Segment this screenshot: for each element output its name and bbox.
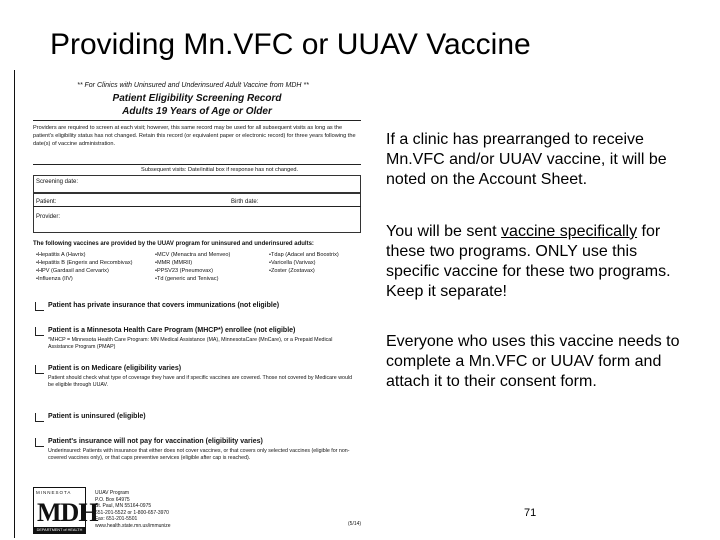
form-title: Patient Eligibility Screening Record xyxy=(112,93,282,104)
vaccine-item: • HPV (Gardasil and Cervarix) xyxy=(36,268,109,274)
screening-date-label: Screening date: xyxy=(36,179,79,185)
address-line: 651-201-5522 or 1-800-657-3970 xyxy=(95,509,169,516)
mdh-logo xyxy=(33,487,98,534)
page-number: 71 xyxy=(524,507,537,519)
vaccine-item: • Hepatitis A (Havrix) xyxy=(36,252,86,258)
vaccine-item: • Varicella (Varivax) xyxy=(269,260,316,266)
address-line: UUAV Program xyxy=(95,490,130,496)
checkbox-label: Patient is uninsured (eligible) xyxy=(48,413,146,420)
checkbox-label: Patient is a Minnesota Health Care Program (MHCP*) enrollee (not eligible) xyxy=(48,327,296,334)
checkbox xyxy=(35,413,44,422)
patient-info-box xyxy=(33,193,361,233)
checkbox-label: Patient's insurance will not pay for vaccination (eligibility varies) xyxy=(48,438,263,445)
provider-label: Provider: xyxy=(36,214,61,220)
provided-vaccines-intro: The following vaccines are provided by the UUAV program for uninsured and underinsured adults: xyxy=(33,241,314,247)
vaccine-item: • PPSV23 (Pneumovax) xyxy=(155,268,213,274)
address-line: www.health.state.mn.us/immunize xyxy=(95,522,171,529)
checkbox-label: Patient is on Medicare (eligibility varies) xyxy=(48,365,182,372)
patient-label: Patient: xyxy=(36,199,57,205)
checkbox xyxy=(35,438,44,447)
checkbox-description: Patient should check what type of coverage they have and if specific vaccines are covered. Those not covered by Medicare would be eligible through UUAV. xyxy=(48,375,353,388)
vaccine-item: • Influenza (IIV) xyxy=(36,276,73,282)
eligibility-form-image xyxy=(33,80,361,536)
checkbox-description: *MHCP = Minnesota Health Care Program: MN Medical Assistance (MA), MinnesotaCare (MnCare), or a Prepaid Medical Assistance Program (PMAP) xyxy=(48,337,333,350)
form-subsequent-visits: Subsequent visits: Date/initial box if response has not changed. xyxy=(141,167,299,173)
address-line: P.O. Box 64975 xyxy=(95,496,130,503)
form-revision-code: (5/14) xyxy=(348,521,362,527)
logo-department-text: DEPARTMENT of HEALTH xyxy=(34,527,85,533)
vaccine-item: • Hepatitis B (Engerix and Recombivax) xyxy=(36,260,132,266)
address-line: Fax: 651-201-5501 xyxy=(95,516,138,522)
form-divider xyxy=(33,206,361,207)
left-border-line xyxy=(14,70,15,538)
form-clinic-note: ** For Clinics with Uninsured and Underinsured Adult Vaccine from MDH ** xyxy=(77,82,309,89)
checkbox-description: Underinsured: Patients with insurance that either does not cover vaccines, or that covers only selected vaccines (eligible for non-covered vaccines only), or that caps preventive services (eligible after cap is reached). xyxy=(48,448,350,461)
paragraph-text: for these two programs. ONLY use this specific vaccine for these two programs. Keep it separate! xyxy=(386,223,671,300)
vaccine-item: • Td (generic and Tenivac) xyxy=(155,276,218,282)
vaccine-item: • MMR (MMRII) xyxy=(155,260,192,266)
slide-title: Providing Mn.VFC or UUAV Vaccine xyxy=(50,28,531,61)
form-divider xyxy=(33,120,361,121)
checkbox xyxy=(35,302,44,311)
vaccine-item: • Zoster (Zostavax) xyxy=(269,268,315,274)
paragraph-consent-form: Everyone who uses this vaccine needs to complete a Mn.VFC or UUAV form and attach it to their consent form. xyxy=(386,333,680,390)
checkbox xyxy=(35,327,44,336)
screening-date-box xyxy=(33,175,361,193)
program-address xyxy=(95,490,171,529)
paragraph-text: You will be sent xyxy=(386,223,502,240)
vaccine-item: • Tdap (Adacel and Boostrix) xyxy=(269,252,339,258)
checkbox-label: Patient has private insurance that covers immunizations (not eligible) xyxy=(48,302,280,309)
address-line: St. Paul, MN 55164-0975 xyxy=(95,503,152,509)
form-instructions: Providers are required to screen at each visit; however, this same record may be used for all subsequent visits as long as the patient's eligibility status has not changed. Retain this record (or equivalent paper or electronic record) for three years following the date(s) of vaccine administration. xyxy=(33,125,356,147)
form-divider xyxy=(33,164,361,165)
paragraph-separate-vaccine xyxy=(386,222,690,302)
logo-state-text: MINNESOTA xyxy=(36,490,72,495)
vaccine-item: • MCV (Menactra and Menveo) xyxy=(155,252,230,258)
paragraph-account-sheet: If a clinic has prearranged to receive Mn.VFC and/or UUAV vaccine, it will be noted on the Account Sheet. xyxy=(386,131,667,188)
logo-mdh-text: MDH xyxy=(37,498,98,527)
checkbox xyxy=(35,365,44,374)
birth-date-label: Birth date: xyxy=(231,199,259,205)
underlined-text: vaccine specifically xyxy=(501,223,638,240)
form-subtitle: Adults 19 Years of Age or Older xyxy=(122,106,272,117)
